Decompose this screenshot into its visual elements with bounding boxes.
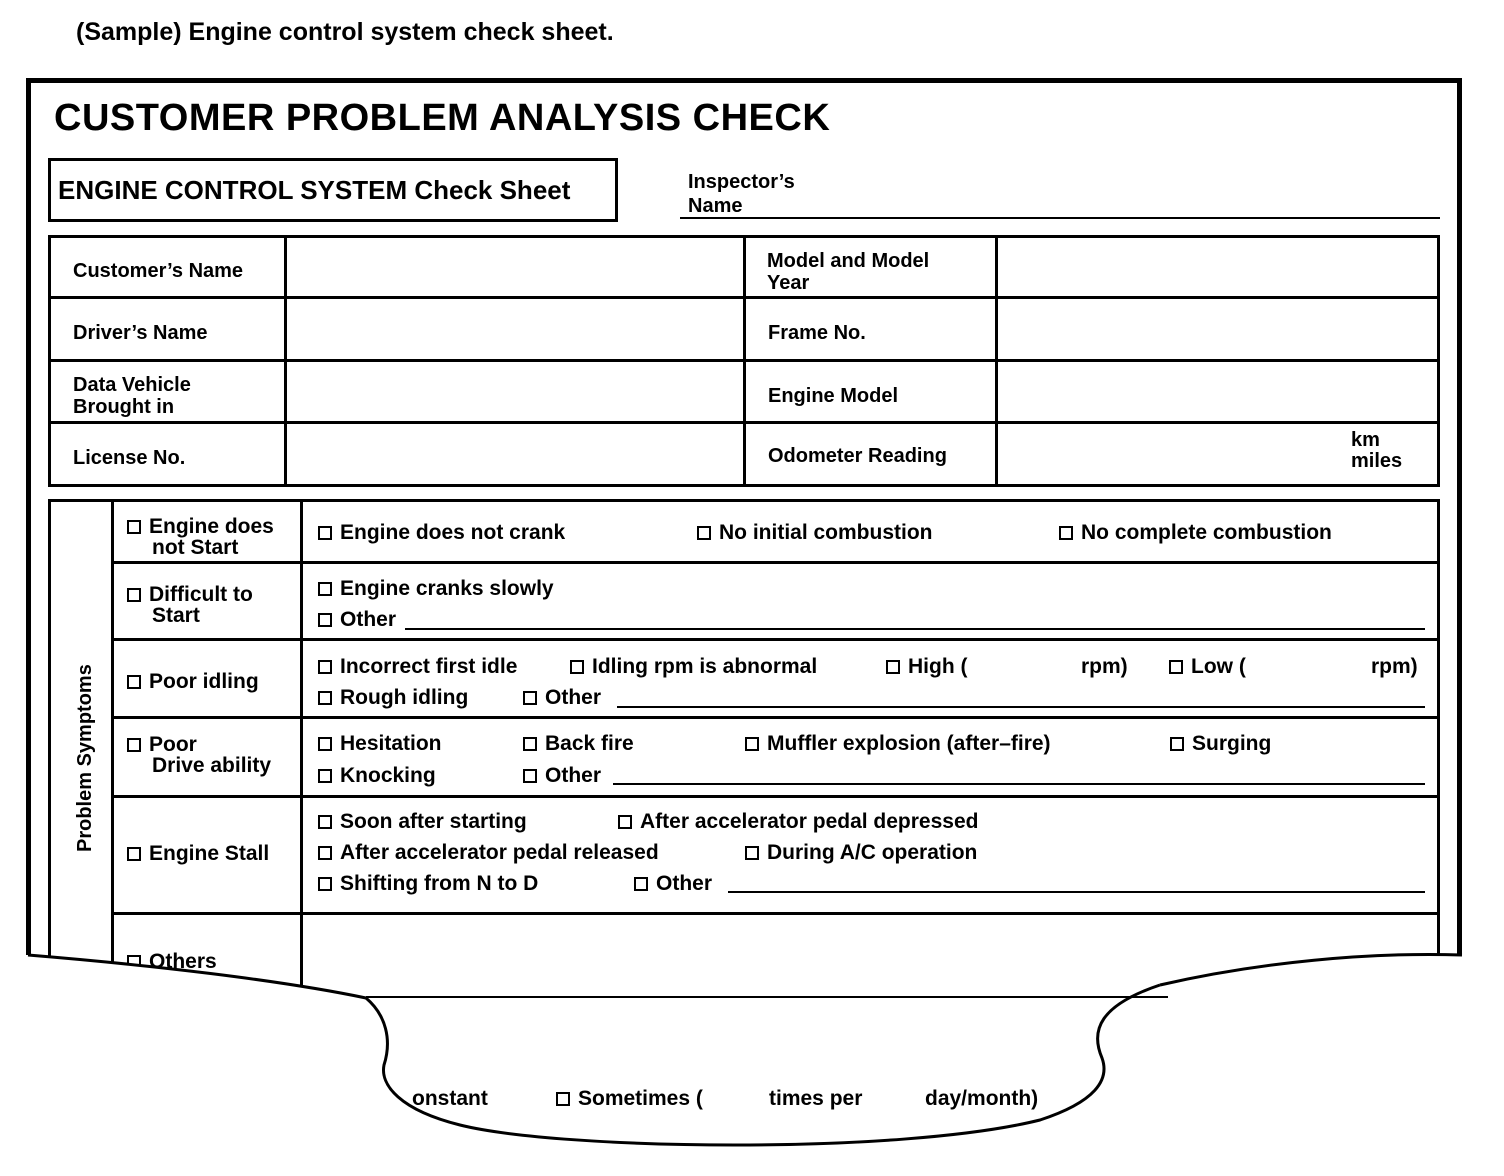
option-poor-drive-other[interactable]: Other bbox=[523, 764, 601, 788]
idling-low-unit: rpm) bbox=[1371, 655, 1418, 678]
option-muffler-explosion[interactable]: Muffler explosion (after–fire) bbox=[745, 732, 1051, 756]
option-idling-low[interactable]: Low ( bbox=[1169, 655, 1246, 679]
option-no-complete-combustion[interactable]: No complete combustion bbox=[1059, 521, 1332, 545]
form-title: CUSTOMER PROBLEM ANALYSIS CHECK bbox=[54, 97, 831, 139]
cutout-fill bbox=[0, 954, 1504, 1176]
drivers-name-label: Driver’s Name bbox=[73, 322, 208, 344]
option-difficult-start-other[interactable]: Other bbox=[318, 608, 396, 632]
option-hesitation[interactable]: Hesitation bbox=[318, 732, 442, 756]
category-engine-stall[interactable]: Engine Stall bbox=[127, 843, 269, 864]
form-subtitle: ENGINE CONTROL SYSTEM Check Sheet bbox=[58, 175, 571, 205]
miles-unit: miles bbox=[1351, 450, 1403, 472]
day-month-label: day/month) bbox=[925, 1087, 1039, 1110]
inspector-name-label: Inspector’s Name bbox=[688, 171, 795, 217]
option-no-initial-combustion[interactable]: No initial combustion bbox=[697, 521, 933, 545]
option-incorrect-first-idle[interactable]: Incorrect first idle bbox=[318, 655, 517, 679]
option-soon-after-starting[interactable]: Soon after starting bbox=[318, 810, 527, 834]
option-idling-rpm-abnormal[interactable]: Idling rpm is abnormal bbox=[570, 655, 817, 679]
option-idling-high[interactable]: High ( bbox=[886, 655, 967, 679]
option-engine-cranks-slowly[interactable]: Engine cranks slowly bbox=[318, 577, 554, 601]
problem-symptoms-label: Problem Symptoms bbox=[74, 664, 96, 852]
engine-model-label: Engine Model bbox=[768, 385, 898, 407]
license-no-label: License No. bbox=[73, 447, 186, 469]
option-after-pedal-depressed[interactable]: After accelerator pedal depressed bbox=[618, 810, 978, 834]
model-year-label: Model and Model Year bbox=[767, 250, 930, 294]
frequency-constant: onstant bbox=[412, 1087, 488, 1110]
idling-high-unit: rpm) bbox=[1081, 655, 1128, 678]
customer-name-label: Customer’s Name bbox=[73, 260, 244, 282]
option-knocking[interactable]: Knocking bbox=[318, 764, 436, 788]
option-poor-idling-other[interactable]: Other bbox=[523, 686, 601, 710]
category-poor-idling[interactable]: Poor idling bbox=[127, 671, 259, 692]
km-unit: km bbox=[1351, 429, 1380, 451]
data-vehicle-label: Data Vehicle Brought in bbox=[73, 374, 191, 418]
category-difficult-to-start[interactable]: Difficult to Start bbox=[127, 584, 253, 626]
option-frequency-sometimes[interactable]: Sometimes ( bbox=[556, 1087, 703, 1111]
category-poor-drive-ability[interactable]: Poor Drive ability bbox=[127, 734, 271, 776]
frame-no-label: Frame No. bbox=[768, 322, 866, 344]
option-rough-idling[interactable]: Rough idling bbox=[318, 686, 468, 710]
option-back-fire[interactable]: Back fire bbox=[523, 732, 634, 756]
times-per-label: times per bbox=[769, 1087, 863, 1110]
category-others[interactable]: Others bbox=[127, 951, 217, 972]
caption: (Sample) Engine control system check sheet. bbox=[76, 18, 614, 46]
option-engine-does-not-crank[interactable]: Engine does not crank bbox=[318, 521, 565, 545]
checkbox-icon bbox=[556, 1092, 570, 1106]
option-engine-stall-other[interactable]: Other bbox=[634, 872, 712, 896]
cutout-outline bbox=[366, 985, 1160, 1145]
option-surging[interactable]: Surging bbox=[1170, 732, 1271, 756]
category-engine-no-start[interactable]: Engine does not Start bbox=[127, 516, 274, 558]
option-after-pedal-released[interactable]: After accelerator pedal released bbox=[318, 841, 659, 865]
odometer-label: Odometer Reading bbox=[768, 445, 947, 467]
option-shifting-n-to-d[interactable]: Shifting from N to D bbox=[318, 872, 538, 896]
option-during-ac-operation[interactable]: During A/C operation bbox=[745, 841, 977, 865]
